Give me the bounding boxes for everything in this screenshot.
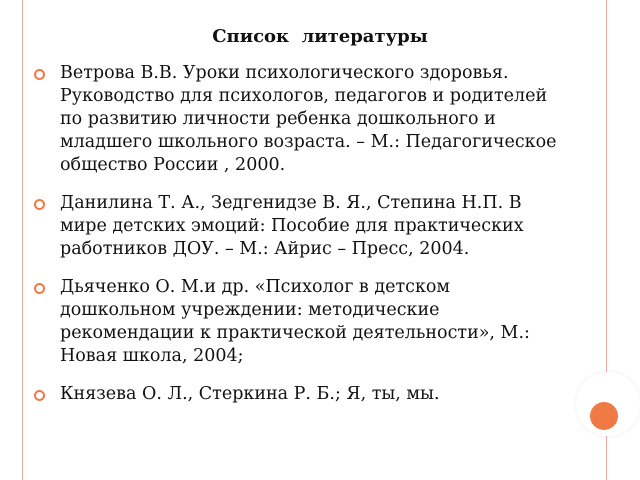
reference-text: Данилина Т. А., Зедгенидзе В. Я., Степина Н.П. В мире детских эмоций: Пособие для практических работников ДОУ. – М.: Айрис – Пресс, 2004. [60,193,524,259]
decorative-circle-inner [590,402,618,430]
list-item [60,383,560,406]
list-item [60,192,560,261]
list-item [60,62,560,177]
reference-list [60,62,560,421]
left-border-line [22,0,23,480]
reference-text: Князева О. Л., Стеркина Р. Б.; Я, ты, мы. [60,384,440,404]
slide-title: Список литературы [212,26,428,47]
bullet-icon [34,199,45,210]
list-item [60,276,560,368]
bullet-icon [34,390,45,401]
bullet-icon [34,283,45,294]
reference-text: Дьяченко О. М.и др. «Психолог в детском дошкольном учреждении: методические рекомендации к практической деятельности», М.: Новая школа, 2004; [60,277,530,366]
bullet-icon [34,69,45,80]
reference-text: Ветрова В.В. Уроки психологического здоровья. Руководство для психологов, педагогов и родителей по развитию личности ребенка дошкольного и младшего школьного возраста. – М.: Педагогическое общество России , 2000. [60,63,557,175]
